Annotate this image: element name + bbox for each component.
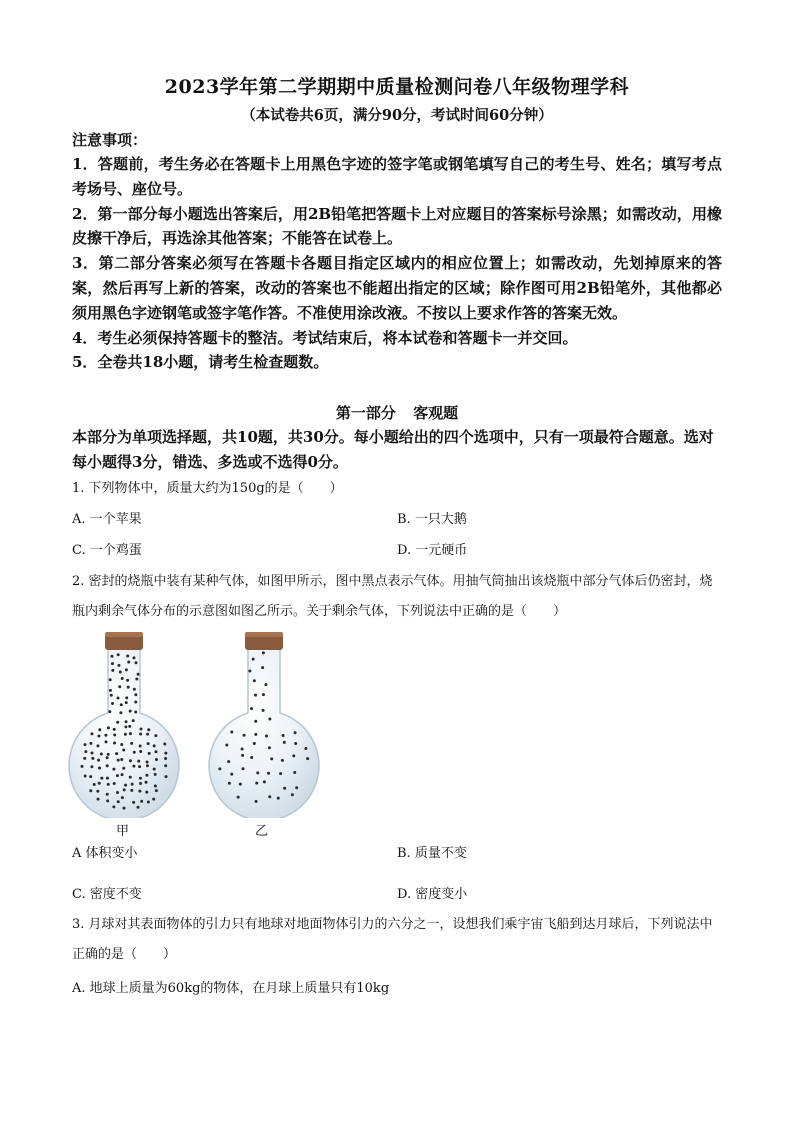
gas-particle xyxy=(104,734,107,737)
gas-particle xyxy=(137,760,140,763)
gas-particle xyxy=(154,734,157,737)
gas-particle xyxy=(128,725,131,728)
gas-particle xyxy=(255,800,258,803)
gas-particle xyxy=(138,765,141,768)
instruction-item: 2．第一部分每小题选出答案后，用2B铅笔把答题卡上对应题目的答案标号涂黑；如需改动，用橡皮擦干净后，再选涂其他答案；不能答在试卷上。 xyxy=(72,204,722,248)
gas-particle xyxy=(230,731,233,734)
gas-particle xyxy=(147,800,150,803)
page-subtitle: （本试卷共6页，满分90分，考试时间60分钟） xyxy=(241,107,553,124)
gas-particle xyxy=(84,750,87,753)
gas-particle xyxy=(107,753,110,756)
gas-particle xyxy=(112,805,115,808)
section-description: 本部分为单项选择题，共10题，共30分。每小题给出的四个选项中，只有一项最符合题意。选对每小题得3分，错选、多选或不选得0分。 xyxy=(72,428,714,471)
gas-particle xyxy=(132,801,135,804)
gas-particle xyxy=(97,734,100,737)
gas-particle xyxy=(295,786,298,789)
question-2-option-a: A 体积变小 xyxy=(72,846,138,861)
gas-particle xyxy=(89,742,92,745)
gas-particle xyxy=(254,720,257,723)
gas-particle xyxy=(129,710,132,713)
question-1-option-c: C. 一个鸡蛋 xyxy=(72,543,142,558)
gas-particle xyxy=(250,756,253,759)
gas-particle xyxy=(154,785,157,788)
gas-particle xyxy=(228,782,231,785)
flask-jia xyxy=(69,632,179,818)
gas-particle xyxy=(121,677,124,680)
gas-particle xyxy=(225,744,228,747)
gas-particle xyxy=(152,798,155,801)
gas-particle xyxy=(264,683,267,686)
gas-particle xyxy=(113,782,116,785)
gas-particle xyxy=(130,742,133,745)
gas-particle xyxy=(100,752,103,755)
gas-particle xyxy=(106,799,109,802)
gas-particle xyxy=(262,709,265,712)
gas-particle xyxy=(123,788,126,791)
gas-particle xyxy=(133,751,136,754)
gas-particle xyxy=(115,752,118,755)
gas-particle xyxy=(129,776,132,779)
gas-particle xyxy=(164,752,167,755)
gas-particle xyxy=(110,694,113,697)
question-2-stem: 2. 密封的烧瓶中装有某种气体，如图甲所示，图中黑点表示气体。用抽气筒抽出该烧瓶中部分气体后仍密封，烧瓶内剩余气体分布的示意图如图乙所示。关于剩余气体，下列说法中正确的是（ ） xyxy=(72,574,713,619)
gas-particle xyxy=(139,777,142,780)
gas-particle xyxy=(106,764,109,767)
gas-particle xyxy=(131,783,134,786)
gas-particle xyxy=(134,701,137,704)
gas-particle xyxy=(126,679,129,682)
gas-particle xyxy=(262,651,265,654)
gas-particle xyxy=(268,795,271,798)
gas-particle xyxy=(248,670,251,673)
gas-particle xyxy=(121,796,124,799)
flask-figure xyxy=(68,628,328,838)
gas-particle xyxy=(113,742,116,745)
gas-particle xyxy=(117,759,120,762)
gas-particle xyxy=(127,660,130,663)
gas-particle xyxy=(145,791,148,794)
gas-particle xyxy=(243,734,246,737)
gas-particle xyxy=(268,746,271,749)
gas-particle xyxy=(268,717,271,720)
gas-particle xyxy=(100,777,103,780)
gas-particle xyxy=(111,669,114,672)
gas-particle xyxy=(163,742,166,745)
gas-particle xyxy=(242,767,245,770)
gas-particle xyxy=(84,743,87,746)
gas-particle xyxy=(96,744,99,747)
instruction-item: 1．答题前，考生务必在答题卡上用黑色字迹的签字笔或钢笔填写自己的考生号、姓名；填写考点考场号、座位号。 xyxy=(72,155,722,198)
gas-particle xyxy=(265,735,268,738)
gas-particle xyxy=(132,719,135,722)
figure-label-jia: 甲 xyxy=(116,824,130,839)
gas-particle xyxy=(125,701,128,704)
question-3-option-a: A. 地球上质量为60kg的物体，在月球上质量只有10kg xyxy=(72,981,390,996)
gas-particle xyxy=(124,725,127,728)
gas-particle xyxy=(107,726,110,729)
gas-particle xyxy=(81,765,84,768)
gas-particle xyxy=(294,731,297,734)
gas-particle xyxy=(120,743,123,746)
gas-particle xyxy=(237,796,240,799)
gas-particle xyxy=(130,789,133,792)
gas-particle xyxy=(129,759,132,762)
gas-particle xyxy=(254,694,257,697)
gas-particle xyxy=(255,782,258,785)
flask-yi xyxy=(209,632,319,818)
gas-particle xyxy=(263,780,266,783)
gas-particle xyxy=(108,710,111,713)
instruction-item: 5．全卷共18小题，请考生检查题数。 xyxy=(72,353,329,372)
gas-particle xyxy=(89,775,92,778)
gas-particle xyxy=(89,789,92,792)
gas-particle xyxy=(135,677,138,680)
gas-particle xyxy=(137,673,140,676)
instructions xyxy=(72,128,722,375)
question-2-option-d: D. 密度变小 xyxy=(397,887,468,902)
gas-particle xyxy=(112,768,115,771)
gas-particle xyxy=(124,784,127,787)
gas-particle xyxy=(262,693,265,696)
gas-particle xyxy=(90,751,93,754)
gas-particle xyxy=(147,742,150,745)
gas-particle xyxy=(146,760,149,763)
gas-particle xyxy=(294,742,297,745)
gas-particle xyxy=(133,688,136,691)
page-title: 2023学年第二学期期中质量检测问卷八年级物理学科 xyxy=(164,76,630,98)
gas-particle xyxy=(146,764,149,767)
gas-particle xyxy=(139,750,142,753)
flask-diagram xyxy=(68,628,328,818)
gas-particle xyxy=(109,678,112,681)
gas-particle xyxy=(134,693,137,696)
gas-particle xyxy=(116,791,119,794)
gas-particle xyxy=(113,734,116,737)
gas-particle xyxy=(155,789,158,792)
instruction-item: 4．考生必须保持答题卡的整洁。考试结束后，将本试卷和答题卡一并交回。 xyxy=(72,328,578,347)
gas-particle xyxy=(116,721,119,724)
gas-particle xyxy=(134,661,137,664)
gas-particle xyxy=(139,744,142,747)
gas-particle xyxy=(132,656,135,659)
gas-particle xyxy=(83,757,86,760)
gas-particle xyxy=(304,747,307,750)
gas-particle xyxy=(93,783,96,786)
gas-particle xyxy=(118,685,121,688)
gas-particle xyxy=(270,757,273,760)
gas-particle xyxy=(253,742,256,745)
gas-particle xyxy=(261,666,264,669)
gas-particle xyxy=(98,728,101,731)
gas-particle xyxy=(227,760,230,763)
gas-particle xyxy=(120,703,123,706)
gas-particle xyxy=(106,777,109,780)
gas-particle xyxy=(90,732,93,735)
question-1-option-d: D. 一元硬币 xyxy=(397,543,468,558)
gas-particle xyxy=(98,782,101,785)
gas-particle xyxy=(218,767,221,770)
gas-particle xyxy=(138,790,141,793)
gas-particle xyxy=(164,764,167,767)
gas-particle xyxy=(154,773,157,776)
gas-particle xyxy=(252,658,255,661)
gas-particle xyxy=(126,655,129,658)
gas-particle xyxy=(283,787,286,790)
question-2-option-b: B. 质量不变 xyxy=(397,846,467,861)
gas-particle xyxy=(119,711,122,714)
gas-particle xyxy=(277,797,280,800)
gas-particle xyxy=(107,783,110,786)
gas-particle xyxy=(121,773,124,776)
gas-particle xyxy=(139,782,142,785)
section-title: 第一部分 客观题 xyxy=(335,404,459,422)
gas-particle xyxy=(106,756,109,759)
gas-particle xyxy=(104,740,107,743)
instructions-heading: 注意事项： xyxy=(72,131,148,149)
question-1-option-a: A. 一个苹果 xyxy=(72,512,142,527)
gas-particle xyxy=(132,765,135,768)
gas-particle xyxy=(122,767,125,770)
gas-particle xyxy=(155,750,158,753)
gas-particle xyxy=(139,727,142,730)
gas-particle xyxy=(98,767,101,770)
gas-particle xyxy=(282,734,285,737)
gas-particle xyxy=(116,697,119,700)
gas-particle xyxy=(241,754,244,757)
gas-particle xyxy=(97,798,100,801)
gas-particle xyxy=(124,733,127,736)
gas-particle xyxy=(96,790,99,793)
gas-particle xyxy=(129,732,132,735)
gas-particle xyxy=(250,707,253,710)
gas-particle xyxy=(125,720,128,723)
gas-particle xyxy=(117,664,120,667)
gas-particle xyxy=(155,758,158,761)
gas-particle xyxy=(127,686,130,689)
instruction-item: 3．第二部分答案必须写在答题卡各题目指定区域内的相应位置上；如需改动，先划掉原来的答案，然后再写上新的答案，改动的答案也不能超出指定的区域；除作图可用2B铅笔外，其他都必须用黑色字迹钢笔或签字笔作答。不准使用涂改液。不按以上要求作答的答案无效。 xyxy=(72,254,722,322)
gas-particle xyxy=(253,679,256,682)
gas-particle xyxy=(117,800,120,803)
gas-particle xyxy=(230,773,233,776)
figure-label-yi: 乙 xyxy=(255,824,269,839)
gas-particle xyxy=(122,748,125,751)
gas-particle xyxy=(145,781,148,784)
gas-particle xyxy=(283,741,286,744)
gas-particle xyxy=(90,765,93,768)
question-1-option-b: B. 一只大鹅 xyxy=(397,512,467,527)
gas-particle xyxy=(293,771,296,774)
gas-particle xyxy=(139,733,142,736)
question-1-stem: 1. 下列物体中，质量大约为150g的是（ ） xyxy=(72,481,343,496)
gas-particle xyxy=(120,758,123,761)
gas-particle xyxy=(164,757,167,760)
gas-particle xyxy=(291,793,294,796)
gas-particle xyxy=(111,662,114,665)
gas-particle xyxy=(110,655,113,658)
question-3-stem: 3. 月球对其表面物体的引力只有地球对地面物体引力的六分之一，设想我们乘宇宙飞船到达月球后，下列说法中正确的是（ ） xyxy=(72,917,713,962)
gas-particle xyxy=(153,768,156,771)
gas-particle xyxy=(281,759,284,762)
gas-particle xyxy=(84,774,87,777)
gas-particle xyxy=(125,668,128,671)
gas-particle xyxy=(106,793,109,796)
gas-particle xyxy=(91,757,94,760)
gas-particle xyxy=(134,710,137,713)
gas-particle xyxy=(292,754,295,757)
gas-particle xyxy=(146,733,149,736)
gas-particle xyxy=(109,689,112,692)
gas-particle xyxy=(111,702,114,705)
gas-particle xyxy=(241,747,244,750)
gas-particle xyxy=(140,800,143,803)
gas-particle xyxy=(153,744,156,747)
gas-particle xyxy=(147,728,150,731)
gas-particle xyxy=(113,728,116,731)
gas-particle xyxy=(97,759,100,762)
gas-particle xyxy=(256,771,259,774)
gas-particle xyxy=(148,752,151,755)
gas-particle xyxy=(254,733,257,736)
gas-particle xyxy=(125,696,128,699)
gas-particle xyxy=(116,774,119,777)
gas-particle xyxy=(119,670,122,673)
gas-particle xyxy=(279,772,282,775)
gas-particle xyxy=(122,807,125,810)
question-2-option-c: C. 密度不变 xyxy=(72,887,142,902)
gas-particle xyxy=(306,757,309,760)
gas-particle xyxy=(239,783,242,786)
gas-particle xyxy=(267,772,270,775)
gas-particle xyxy=(137,806,140,809)
gas-particle xyxy=(145,774,148,777)
gas-particle xyxy=(117,653,120,656)
gas-particle xyxy=(165,775,168,778)
